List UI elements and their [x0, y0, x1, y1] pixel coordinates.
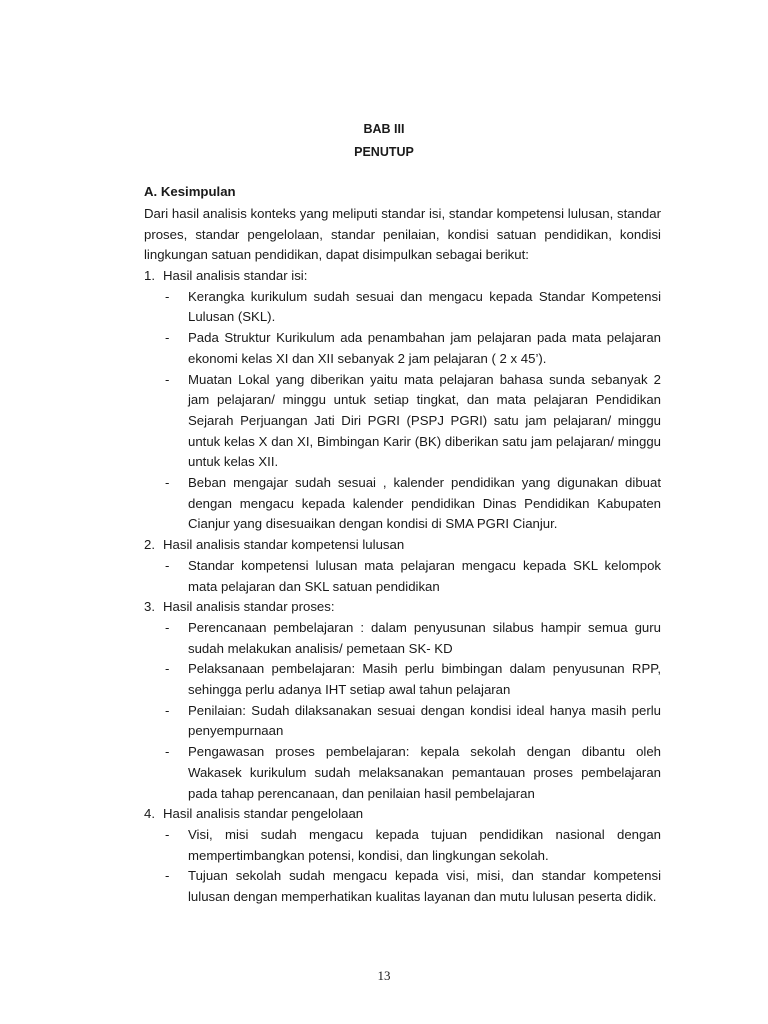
sub-item [144, 825, 661, 866]
sub-item-text: Pada Struktur Kurikulum ada penambahan jam pelajaran pada mata pelajaran ekonomi kelas XI dan XII sebanyak 2 jam pelajaran ( 2 x 45’). [188, 330, 661, 366]
sub-item [144, 328, 661, 369]
list-item-number: 3. [144, 599, 155, 615]
dash-bullet: - [165, 330, 170, 346]
sub-item [144, 556, 661, 597]
sub-item-text: Tujuan sekolah sudah mengacu kepada visi, misi, dan standar kompetensi lulusan dengan memperhatikan kualitas layanan dan mutu lulusan peserta didik. [188, 868, 661, 905]
dash-bullet: - [165, 288, 170, 304]
sub-item [144, 618, 661, 659]
list-item-title: Hasil analisis standar kompetensi lulusan [163, 537, 405, 553]
list-item [144, 266, 661, 535]
conclusion-list [144, 266, 661, 908]
dash-bullet: - [165, 557, 170, 573]
sub-item-text: Pelaksanaan pembelajaran: Masih perlu bimbingan dalam penyusunan RPP, sehingga perlu adanya IHT setiap awal tahun pelajaran [188, 661, 661, 698]
sub-item-text: Beban mengajar sudah sesuai , kalender pendidikan yang digunakan dibuat dengan mengacu kepada kalender pendidikan Dinas Pendidikan Kabupaten Cianjur yang disesuaikan dengan kondisi di SMA PGRI Cianjur. [188, 475, 661, 532]
list-item-title: Hasil analisis standar proses: [163, 599, 335, 615]
dash-bullet: - [165, 475, 170, 491]
sub-item-text: Kerangka kurikulum sudah sesuai dan mengacu kepada Standar Kompetensi Lulusan (SKL). [188, 288, 661, 325]
sub-item [144, 659, 661, 700]
list-item [144, 597, 661, 804]
dash-bullet: - [165, 868, 170, 884]
dash-bullet: - [165, 826, 170, 842]
list-item-title: Hasil analisis standar isi: [163, 268, 308, 283]
list-item-number: 1. [144, 268, 155, 283]
list-item-number: 2. [144, 537, 155, 553]
intro-paragraph: Dari hasil analisis konteks yang meliputi standar isi, standar kompetensi lulusan, standar proses, standar pengelolaan, standar penilaian, kondisi satuan pendidikan, kondisi lingkungan satuan pendidikan, dapat disimpulkan sebagai berikut: [144, 206, 661, 263]
page-number: 13 [377, 968, 391, 983]
sub-item [144, 701, 661, 742]
sub-item-text: Muatan Lokal yang diberikan yaitu mata pelajaran bahasa sunda sebanyak 2 jam pelajaran/ minggu untuk setiap tingkat, dan mata pelajaran Pendidikan Sejarah Perjuangan Jati Diri PGRI (PSPJ PGRI) satu jam pelajaran/ minggu untuk kelas X dan XI, Bimbingan Karir (BK) diberikan satu jam pelajaran/ minggu untuk kelas XII. [188, 371, 661, 470]
dash-bullet: - [165, 744, 170, 760]
list-item-title: Hasil analisis standar pengelolaan [163, 806, 364, 822]
sub-item [144, 866, 661, 907]
chapter-title: PENUTUP [354, 145, 414, 159]
sub-item-text: Visi, misi sudah mengacu kepada tujuan pendidikan nasional dengan mempertimbangkan potensi, kondisi, dan lingkungan sekolah. [188, 826, 661, 863]
sub-item-text: Standar kompetensi lulusan mata pelajaran mengacu kepada SKL kelompok mata pelajaran dan SKL satuan pendidikan [188, 557, 661, 594]
dash-bullet: - [165, 702, 170, 718]
chapter-number: BAB III [363, 122, 405, 136]
sub-item-text: Penilaian: Sudah dilaksanakan sesuai dengan kondisi ideal hanya masih perlu penyempurnaan [188, 702, 661, 739]
list-item [144, 535, 661, 597]
dash-bullet: - [165, 661, 170, 677]
list-item [144, 804, 661, 908]
section-heading: A. Kesimpulan [144, 184, 236, 199]
sub-item [144, 742, 661, 804]
sub-item [144, 370, 661, 474]
sub-item-text: Pengawasan proses pembelajaran: kepala sekolah dengan dibantu oleh Wakasek kurikulum sudah melaksanakan pemantauan proses pembelajaran pada tahap perencanaan, dan penilaian hasil pembelajaran [188, 744, 661, 801]
list-item-number: 4. [144, 806, 155, 822]
sub-item [144, 287, 661, 328]
dash-bullet: - [165, 371, 170, 387]
dash-bullet: - [165, 619, 170, 635]
sub-item-text: Perencanaan pembelajaran : dalam penyusunan silabus hampir semua guru sudah melakukan analisis/ pemetaan SK- KD [188, 619, 661, 656]
sub-item [144, 473, 661, 535]
